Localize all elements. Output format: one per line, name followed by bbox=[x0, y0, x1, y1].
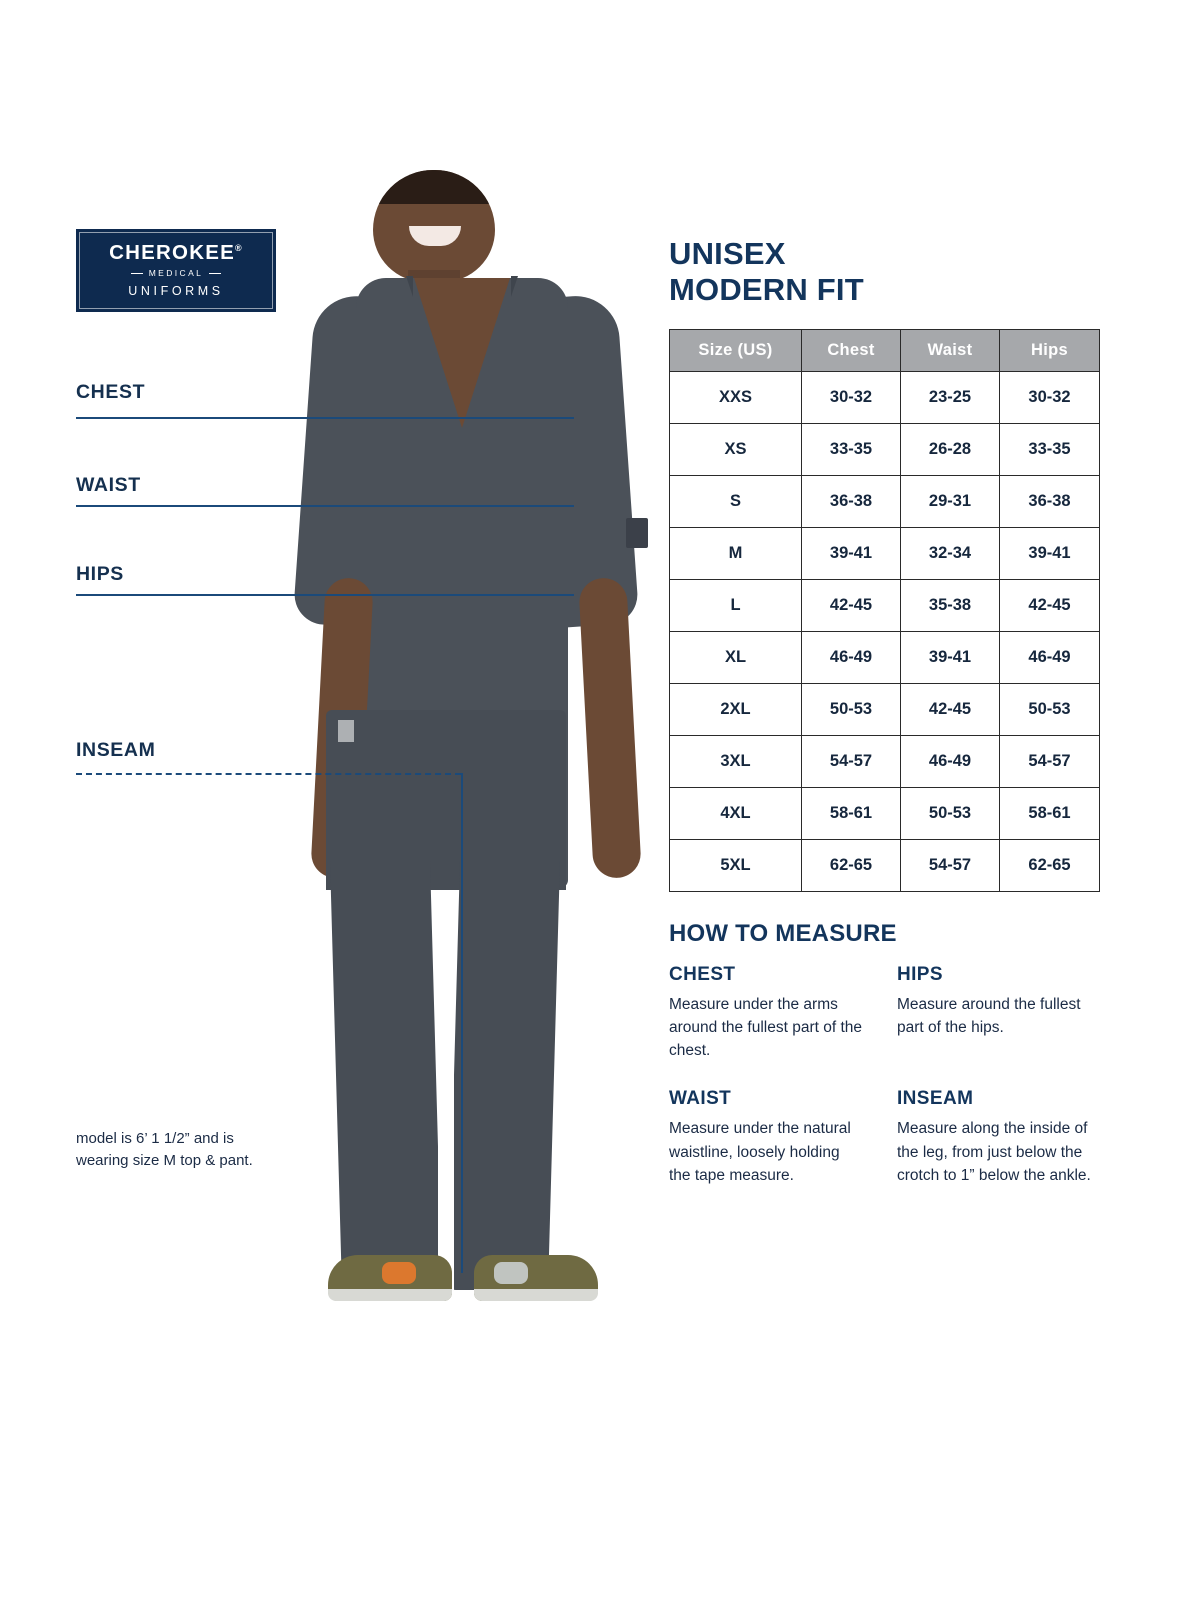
how-to-measure-waist bbox=[669, 1088, 897, 1187]
cell-waist: 35-38 bbox=[901, 579, 1000, 631]
cell-chest: 58-61 bbox=[802, 787, 901, 839]
scrub-pant-left-leg bbox=[330, 860, 442, 1290]
cell-chest: 33-35 bbox=[802, 423, 901, 475]
table-row bbox=[670, 527, 1100, 579]
logo-inner-border bbox=[79, 232, 273, 309]
how-to-measure-chest-text: Measure under the arms around the fullest part of the chest. bbox=[669, 995, 863, 1060]
logo-dash-left-icon bbox=[131, 273, 143, 274]
cell-waist: 46-49 bbox=[901, 735, 1000, 787]
left-shoe-accent bbox=[382, 1262, 416, 1284]
table-row bbox=[670, 787, 1100, 839]
cell-waist: 23-25 bbox=[901, 371, 1000, 423]
cell-waist: 39-41 bbox=[901, 631, 1000, 683]
how-to-measure-title: HOW TO MEASURE bbox=[669, 919, 897, 947]
cell-size: 2XL bbox=[670, 683, 802, 735]
hips-callout-label: HIPS bbox=[76, 563, 124, 585]
inseam-vertical-line bbox=[461, 773, 463, 1273]
cell-waist: 42-45 bbox=[901, 683, 1000, 735]
logo-registered-mark: ® bbox=[234, 242, 243, 253]
cell-size: M bbox=[670, 527, 802, 579]
cell-waist: 32-34 bbox=[901, 527, 1000, 579]
cell-size: 4XL bbox=[670, 787, 802, 839]
table-row bbox=[670, 475, 1100, 527]
cell-size: S bbox=[670, 475, 802, 527]
how-to-measure-waist-heading: WAIST bbox=[669, 1088, 732, 1110]
how-to-measure-hips-heading: HIPS bbox=[897, 963, 943, 985]
size-chart-panel bbox=[669, 236, 1125, 1187]
cell-hips: 58-61 bbox=[1000, 787, 1100, 839]
cell-chest: 42-45 bbox=[802, 579, 901, 631]
table-header-row bbox=[670, 329, 1100, 371]
cell-chest: 30-32 bbox=[802, 371, 901, 423]
cell-hips: 39-41 bbox=[1000, 527, 1100, 579]
right-shoe-sole bbox=[474, 1289, 598, 1301]
logo-dash-right-icon bbox=[209, 273, 221, 274]
waist-callout-label: WAIST bbox=[76, 474, 141, 496]
logo-uniforms-label: UNIFORMS bbox=[128, 284, 224, 299]
cell-size: L bbox=[670, 579, 802, 631]
column-header-waist: Waist bbox=[901, 329, 1000, 371]
cell-chest: 54-57 bbox=[802, 735, 901, 787]
cell-waist: 50-53 bbox=[901, 787, 1000, 839]
table-row bbox=[670, 631, 1100, 683]
chest-callout-line bbox=[76, 417, 574, 419]
how-to-measure-inseam bbox=[897, 1088, 1125, 1187]
cell-chest: 50-53 bbox=[802, 683, 901, 735]
table-row bbox=[670, 683, 1100, 735]
table-row bbox=[670, 423, 1100, 475]
how-to-measure-inseam-heading: INSEAM bbox=[897, 1088, 974, 1110]
left-shoe-sole bbox=[328, 1289, 452, 1301]
cell-waist: 29-31 bbox=[901, 475, 1000, 527]
logo-medical-label: MEDICAL bbox=[148, 268, 204, 279]
cell-size: XS bbox=[670, 423, 802, 475]
page-title bbox=[669, 236, 1125, 309]
cell-chest: 46-49 bbox=[802, 631, 901, 683]
cell-hips: 62-65 bbox=[1000, 839, 1100, 891]
how-to-measure-hips bbox=[897, 964, 1125, 1063]
inseam-callout-dashed-line bbox=[76, 773, 461, 775]
chest-callout-label: CHEST bbox=[76, 381, 146, 403]
table-row bbox=[670, 839, 1100, 891]
sleeve-logo-tag bbox=[626, 518, 648, 548]
inseam-callout-label: INSEAM bbox=[76, 739, 156, 761]
column-header-chest: Chest bbox=[802, 329, 901, 371]
cell-waist: 54-57 bbox=[901, 839, 1000, 891]
scrub-pant bbox=[326, 710, 566, 1290]
table-row bbox=[670, 579, 1100, 631]
scrub-pant-right-leg bbox=[448, 860, 560, 1290]
how-to-measure-grid bbox=[669, 964, 1125, 1188]
cell-hips: 42-45 bbox=[1000, 579, 1100, 631]
page-title-line-1: UNISEX bbox=[669, 236, 786, 271]
logo-brand-text bbox=[109, 240, 243, 264]
scrub-pant-logo-tag bbox=[338, 720, 354, 742]
page-title-line-2: MODERN FIT bbox=[669, 272, 864, 308]
how-to-measure-chest-heading: CHEST bbox=[669, 963, 736, 985]
logo-brand-label: CHEROKEE bbox=[109, 240, 235, 264]
cherokee-medical-uniforms-logo bbox=[76, 229, 276, 312]
cell-waist: 26-28 bbox=[901, 423, 1000, 475]
cell-chest: 39-41 bbox=[802, 527, 901, 579]
model-right-arm bbox=[578, 577, 642, 879]
cell-size: XL bbox=[670, 631, 802, 683]
logo-medical-line bbox=[131, 268, 222, 278]
how-to-measure-hips-text: Measure around the fullest part of the hips. bbox=[897, 995, 1081, 1036]
cell-hips: 33-35 bbox=[1000, 423, 1100, 475]
model-head bbox=[373, 170, 495, 282]
cell-chest: 36-38 bbox=[802, 475, 901, 527]
cell-size: 5XL bbox=[670, 839, 802, 891]
cell-hips: 50-53 bbox=[1000, 683, 1100, 735]
cell-hips: 36-38 bbox=[1000, 475, 1100, 527]
cell-size: 3XL bbox=[670, 735, 802, 787]
right-shoe-accent bbox=[494, 1262, 528, 1284]
scrub-pant-leg-gap bbox=[438, 900, 454, 1300]
model-photo bbox=[278, 170, 668, 1300]
cell-size: XXS bbox=[670, 371, 802, 423]
model-hair bbox=[373, 170, 495, 204]
how-to-measure-inseam-text: Measure along the inside of the leg, from just below the crotch to 1” below the ankle. bbox=[897, 1120, 1091, 1184]
size-chart-table bbox=[669, 329, 1100, 892]
how-to-measure-waist-text: Measure under the natural waistline, loosely holding the tape measure. bbox=[669, 1120, 851, 1184]
cell-hips: 30-32 bbox=[1000, 371, 1100, 423]
waist-callout-line bbox=[76, 505, 574, 507]
cell-hips: 54-57 bbox=[1000, 735, 1100, 787]
how-to-measure-chest bbox=[669, 964, 897, 1063]
model-size-note: model is 6’ 1 1/2” and is wearing size M top & pant. bbox=[76, 1130, 253, 1169]
hips-callout-line bbox=[76, 594, 574, 596]
table-row bbox=[670, 371, 1100, 423]
cell-hips: 46-49 bbox=[1000, 631, 1100, 683]
cell-chest: 62-65 bbox=[802, 839, 901, 891]
column-header-hips: Hips bbox=[1000, 329, 1100, 371]
model-smile bbox=[409, 226, 461, 246]
column-header-size: Size (US) bbox=[670, 329, 802, 371]
table-row bbox=[670, 735, 1100, 787]
